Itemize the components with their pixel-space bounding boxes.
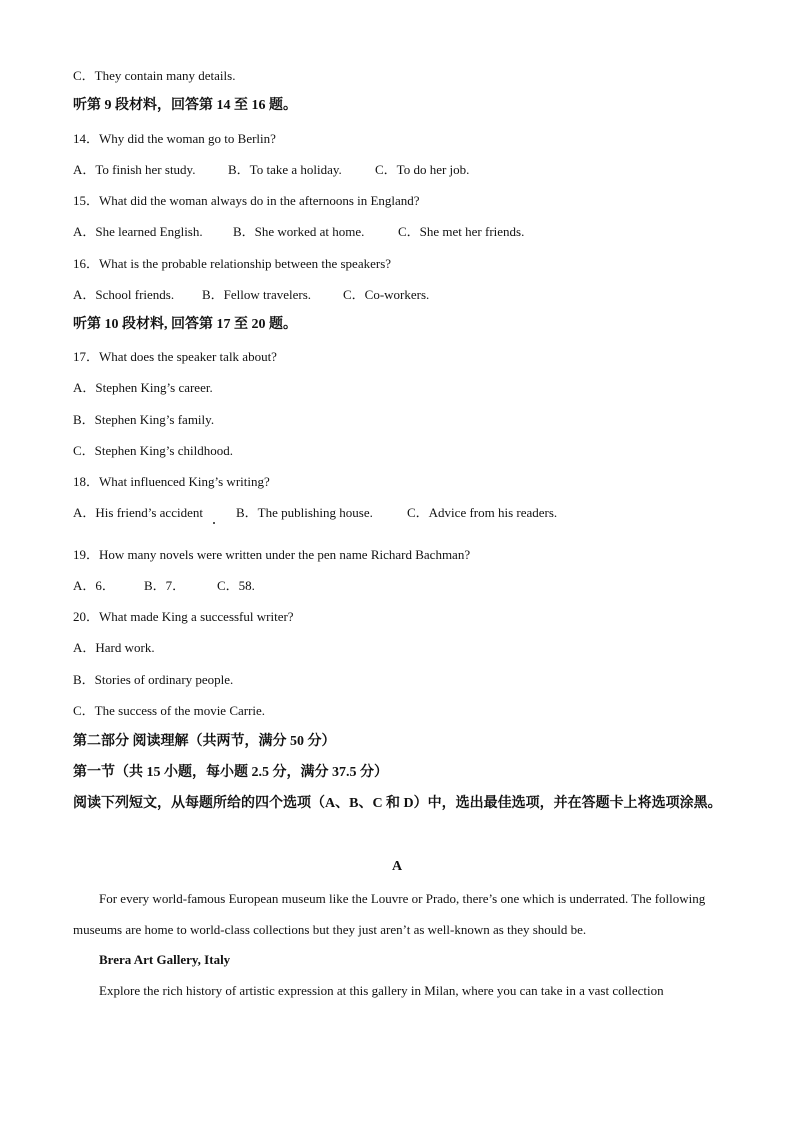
q20-option-c: C．The success of the movie Carrie.	[73, 703, 266, 718]
q14-options	[73, 161, 469, 179]
q16-option-c: C．Co-workers.	[343, 287, 430, 302]
q18-question: 18．What influenced King’s writing?	[73, 474, 270, 489]
q15-options	[73, 223, 524, 241]
q18-options	[73, 504, 557, 522]
q16-options	[73, 286, 429, 304]
q19-option-c: C．58.	[217, 578, 255, 593]
reading-part-heading: 第二部分 阅读理解（共两节，满分 50 分）	[73, 734, 336, 749]
q14-option-c: C．To do her job.	[375, 162, 470, 177]
passage-subheading: Brera Art Gallery, Italy	[99, 952, 231, 967]
q16-question: 16．What is the probable relationship between the speakers?	[73, 256, 392, 271]
q14-question: 14．Why did the woman go to Berlin?	[73, 131, 276, 146]
q18-option-a: A．His friend’s accident	[73, 505, 203, 520]
q15-option-b: B．She worked at home.	[233, 224, 365, 239]
q20-option-b: B．Stories of ordinary people.	[73, 672, 234, 687]
q17-option-a: A．Stephen King’s career.	[73, 380, 213, 395]
reading-instructions: 阅读下列短文，从每题所给的四个选项（A、B、C 和 D）中，选出最佳选项，并在答题卡上将选项涂黑。	[73, 796, 722, 811]
q16-option-b: B．Fellow travelers.	[202, 287, 312, 302]
q15-option-a: A．She learned English.	[73, 224, 203, 239]
passage-paragraph-2: Explore the rich history of artistic expression at this gallery in Milan, where you can take in a vast collection	[99, 983, 664, 998]
passage-paragraph-1: For every world-famous European museum like the Louvre or Prado, there’s one which is underrated. The following museums are home to world-class collections but they just aren’t as well-known as they should be.	[73, 891, 706, 937]
q17-option-c: C．Stephen King’s childhood.	[73, 443, 233, 458]
q20-option-a: A．Hard work.	[73, 640, 155, 655]
q19-option-a: A．6．	[73, 578, 115, 593]
q19-option-b: B．7．	[144, 578, 186, 593]
q17-question: 17．What does the speaker talk about?	[73, 349, 277, 364]
stray-mark	[213, 522, 215, 524]
q15-question: 15．What did the woman always do in the afternoons in England?	[73, 193, 420, 208]
q18-option-c: C．Advice from his readers.	[407, 505, 558, 520]
q14-option-b: B．To take a holiday.	[228, 162, 342, 177]
q16-option-a: A．School friends.	[73, 287, 175, 302]
q18-option-b: B．The publishing house.	[236, 505, 373, 520]
passage-label: A	[391, 859, 403, 874]
section10-heading: 听第 10 段材料, 回答第 17 至 20 题。	[73, 317, 297, 332]
section9-heading: 听第 9 段材料，回答第 14 至 16 题。	[73, 98, 297, 113]
q17-option-b: B．Stephen King’s family.	[73, 412, 215, 427]
q15-option-c: C．She met her friends.	[398, 224, 525, 239]
q14-option-a: A．To finish her study.	[73, 162, 196, 177]
q20-question: 20．What made King a successful writer?	[73, 609, 294, 624]
reading-section-heading: 第一节（共 15 小题，每小题 2.5 分，满分 37.5 分）	[73, 765, 388, 780]
q19-options	[73, 577, 255, 595]
q19-question: 19．How many novels were written under the pen name Richard Bachman?	[73, 547, 471, 562]
q13-option-c: C．They contain many details.	[73, 68, 236, 83]
